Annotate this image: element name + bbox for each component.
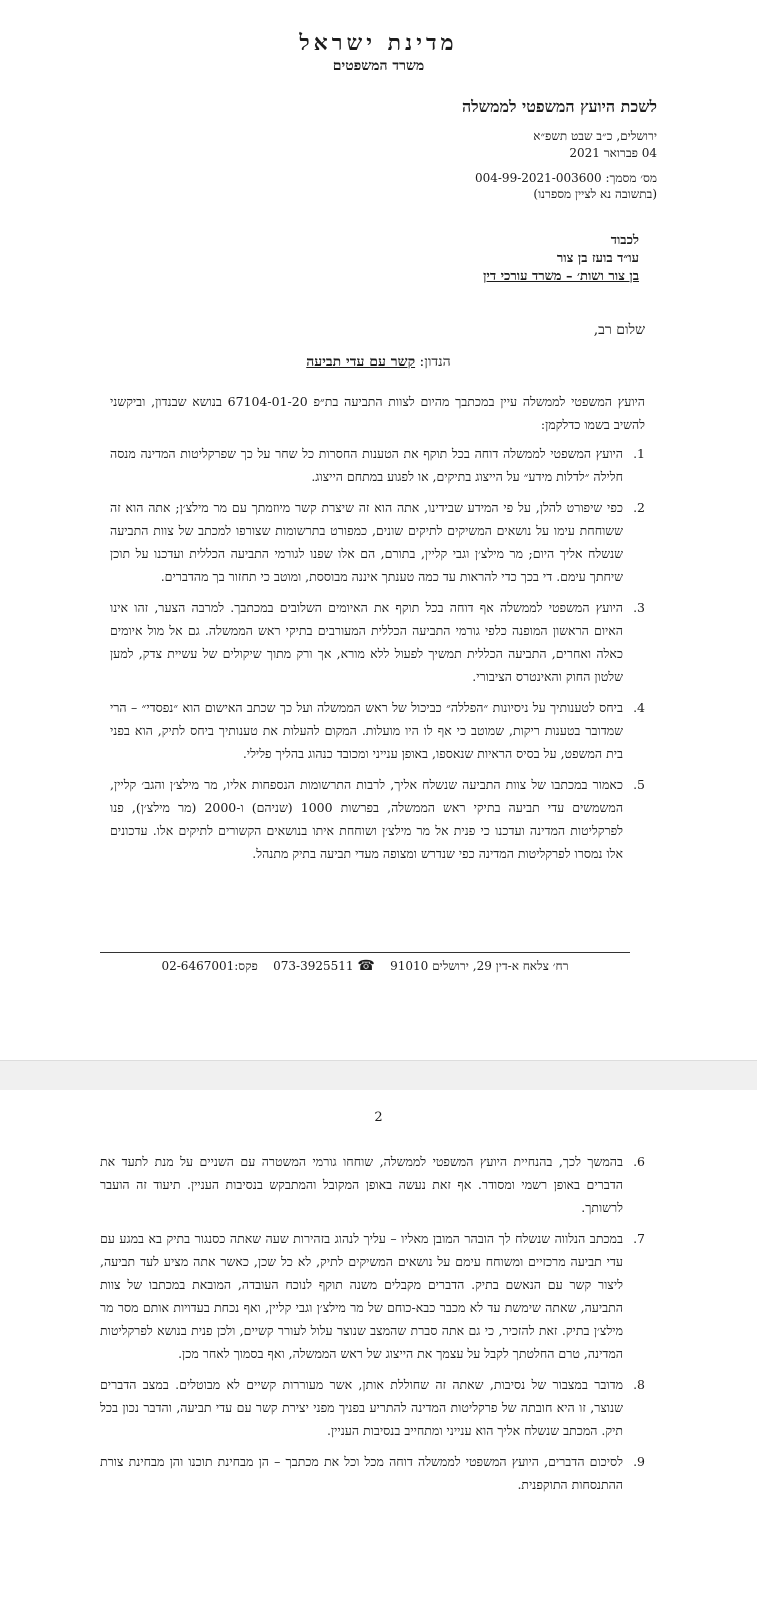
- state-title: מדינת ישראל: [299, 30, 458, 56]
- addressee-firm: בן צור ושות׳ – משרד עורכי דין: [483, 269, 639, 284]
- subject-line: [0, 354, 757, 371]
- footer-address: רח׳ צלאח א-דין 29, ירושלים 91010: [390, 959, 569, 973]
- letterhead-footer: [100, 958, 630, 974]
- list-item: 7. במכתב הנלווה שנשלח לך הובהר המובן מאליו – עליך לנהוג בזהירות שעה שאתה כסנגור בתיק בא במגע עם עדי תביעה מרכזיים ומשוחח עימם על נושאים המשיקים לתיק, לא כל שכן, כאשר אתה מציע לעד תביעה, ליצור קשר עם הנאשם בתיק. הדברים מקבלים משנה תוקף לנוכח העובדה, המובאת במכתבו של צוות התביעה, שאתה שימשת עד לא מכבר כבא-כוחם של מר מילצ׳ן וגבי קליין, ואף נכחת בעדויות אותם מסר מר מילצ׳ן בתיק. זאת להזכיר, כי גם אתה סברת שהמצב שנוצר עלול לעורר קשיים, ולכן פנית בנושא לפרקליטות המדינה, טרם החלטתך לקבל על עצמך את הייצוג של ראש הממשלה, ואף בסמוך לאחר מכן.: [100, 1231, 645, 1361]
- footer-fax: פקס:02-6467001: [161, 959, 258, 973]
- ministry-title: משרד המשפטים: [332, 58, 425, 74]
- greeting: שלום רב,: [593, 322, 645, 338]
- reference-note: (בתשובה נא לציין מספרנו): [533, 187, 657, 201]
- addressee-honorific: לכבוד: [610, 233, 639, 248]
- intro-paragraph: היועץ המשפטי לממשלה עיין במכתבך מהיום לצוות התביעה בת״פ 67104-01-20 בנושא שבנדון, וביקשני להשיב בשמו כדלקמן:: [110, 394, 645, 432]
- addressee-name: עו״ד בועז בן צור: [556, 251, 639, 266]
- numbered-list-page-2: [100, 1150, 645, 1504]
- list-item: 9. לסיכום הדברים, היועץ המשפטי לממשלה דוחה מכל וכל את מכתבך – הן מבחינת תוכנו והן מבחינת צורת ההתנסחות התוקפנית.: [100, 1454, 645, 1492]
- page-separator: [0, 1060, 757, 1091]
- date-gregorian: 04 פברואר 2021: [569, 146, 657, 160]
- list-item: 1. היועץ המשפטי לממשלה דוחה בכל תוקף את הטענות החסרות כל שחר על כך שפרקליטות המדינה מנסה חלילה ״לדלות מידע״ על הייצוג בתיקים, או לפגוע במתחם הייצוג.: [110, 446, 645, 484]
- list-item: 3. היועץ המשפטי לממשלה אף דוחה בכל תוקף את האיומים השלובים במכתבך. למרבה הצער, זהו אינו האיום הראשון המופנה כלפי גורמי התביעה הכללית המעורבים בתיקי ראש הממשלה. גם אל מול איומים כאלה ואחרים, התביעה הכללית תמשיך לפעול ללא מורא, אך ורק מתוך שיקולים של עשיית צדק, למען שלטון החוק והאינטרס הציבורי.: [110, 600, 645, 684]
- date-hebrew: ירושלים, כ״ב שבט תשפ״א: [533, 129, 657, 143]
- page-number: 2: [374, 1110, 383, 1125]
- list-item: 4. ביחס לטענותיך על ניסיונות ״הפללה״ כביכול של ראש הממשלה ועל כך שכתב האישום הוא ״נפסדי״ – הרי שמדובר בטענות ריקות, שמוטב כי אף לו היו מועלות. המקום להעלות את טענותיך ביחס לתיק, הוא בפני בית המשפט, על בסיס הראיות שנאספו, באופן ענייני ומכובד כנהוג בהליך פלילי.: [110, 700, 645, 761]
- document-reference: מס׳ מסמך: 004-99-2021-003600: [474, 171, 657, 185]
- list-item: 8. מדובר במצבור של נסיבות, שאתה זה שחוללת אותן, אשר מעוררות קשיים לא מבוטלים. במצב הדברים שנוצר, זו היא חובתה של פרקליטות המדינה להתריע בפניך מפני יצירת קשר עם עדי תביעה, והדבר נכון בכל תיק. המכתב שנשלח אליך הוא ענייני ומתחייב בנסיבות העניין.: [100, 1377, 645, 1438]
- footer-phone: 073-3925511: [273, 959, 354, 973]
- letter-page-2: [0, 1090, 757, 1600]
- list-item: 2. כפי שיפורט להלן, על פי המידע שבידינו, אתה הוא זה שיצרת קשר מיוזמתך עם מר מילצ׳ן; אתה הוא זה ששוחחת עימו על נושאים המשיקים לתיקים שונים, כמפורט בתרשומות שצורפו למכתב של צוות התביעה שנשלח אליך היום; מר מילצ׳ן וגבי קליין, בתורם, הם אלו שפנו לגורמי התביעה הכללית ועדכנו על תוכן שיחתך עימם. די בכך כדי להראות עד כמה טענתך איננה מבוססת, ומוטב כי תחזור בך מהדברים.: [110, 500, 645, 584]
- list-item: 6. בהמשך לכך, בהנחיית היועץ המשפטי לממשלה, שוחחו גורמי המשטרה עם השניים על מנת לתעד את הדברים באופן רשמי ומסודר. אף זאת נעשה באופן המקובל והמתבקש בנסיבות העניין. תיעוד זה הועבר לרשותך.: [100, 1154, 645, 1215]
- numbered-list-page-1: [110, 442, 645, 873]
- footer-divider: [100, 952, 630, 953]
- list-item: 5. כאמור במכתבו של צוות התביעה שנשלח אליך, לרבות התרשומות הנספחות אליו, מר מילצ׳ן והגב׳ קליין, המשמשים עדי תביעה בתיקי ראש הממשלה, בפרשות 1000 (שניהם) ו-2000 (מר מילצ׳ן), פנו לפרקליטות המדינה ועדכנו כי פנית אל מר מילצ׳ן ושוחחת איתו בנושאים הקשורים לתיקים אלו. עדכונים אלו נמסרו לפרקליטות המדינה כפי שנדרש ומצופה מעדי תביעה בתיק מתנהל.: [110, 777, 645, 861]
- subject-prefix: הנדון:: [419, 354, 451, 370]
- subject-value: קשר עם עדי תביעה: [306, 354, 416, 370]
- phone-icon: ☎: [357, 958, 375, 974]
- office-title: לשכת היועץ המשפטי לממשלה: [461, 97, 657, 116]
